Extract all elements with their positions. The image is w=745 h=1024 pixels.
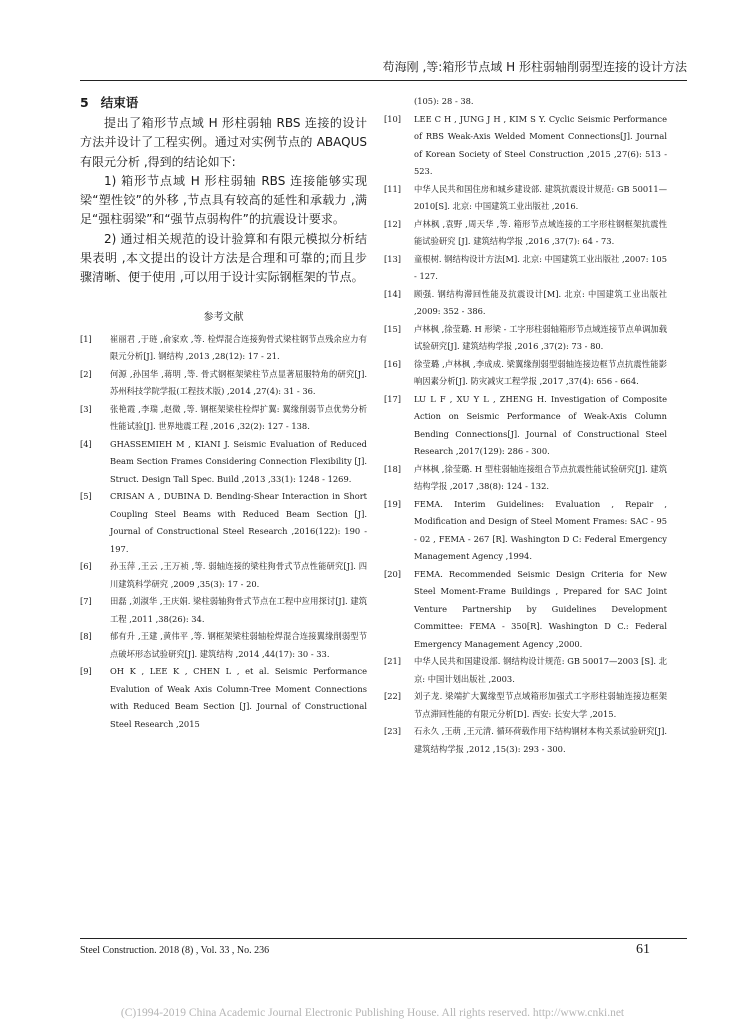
reference-text: 石永久 ,王萌 ,王元清. 循环荷载作用下结构钢材本构关系试验研究[J]. 建筑结构学报 ,2012 ,15(3): 293 - 300. <box>414 726 667 754</box>
left-column <box>80 93 367 733</box>
reference-item <box>384 251 667 286</box>
reference-item <box>384 653 667 688</box>
running-header: 苟海刚 ,等:箱形节点域 H 形柱弱轴削弱型连接的设计方法 <box>382 60 687 74</box>
reference-text: 童根树. 钢结构设计方法[M]. 北京: 中国建筑工业出版社 ,2007: 105 - 127. <box>414 253 667 281</box>
reference-item <box>80 366 367 401</box>
reference-item <box>384 286 667 321</box>
header-rule <box>80 80 687 81</box>
reference-item <box>80 401 367 436</box>
reference-item <box>80 331 367 366</box>
reference-number: [4] <box>80 438 92 449</box>
reference-text: 顾强. 钢结构滞回性能及抗震设计[M]. 北京: 中国建筑工业出版社 ,2009: 352 - 386. <box>414 288 667 316</box>
reference-item <box>80 436 367 489</box>
reference-text: 孙玉萍 ,王云 ,王万祯 ,等. 弱轴连接的梁柱狗骨式节点性能研究[J]. 四川建筑科学研究 ,2009 ,35(3): 17 - 20. <box>110 561 367 589</box>
reference-text: 卢林枫 ,徐莹璐. H 形梁 - 工字形柱弱轴箱形节点域连接节点单调加载试验研究[J]. 建筑结构学报 ,2016 ,37(2): 73 - 80. <box>414 323 667 351</box>
reference-number: [15] <box>384 323 402 334</box>
reference-item <box>384 321 667 356</box>
reference-number: [3] <box>80 403 92 414</box>
reference-number: [20] <box>384 568 402 579</box>
reference-number: [18] <box>384 463 402 474</box>
reference-text: 卢林枫 ,徐莹璐. H 型柱弱轴连接组合节点抗震性能试验研究[J]. 建筑结构学报 ,2017 ,38(8): 124 - 132. <box>414 463 667 491</box>
reference-item <box>384 181 667 216</box>
reference-item <box>384 461 667 496</box>
reference-number: [16] <box>384 358 402 369</box>
reference-text: GHASSEMIEH M , KIANI J. Seismic Evaluation of Reduced Beam Section Frames Considering Connection Flexibility [J]. Struct. Design Tall Spec. Build ,2013 ,33(1): 1248 - 1269. <box>110 438 367 484</box>
reference-text: 郁有升 ,王建 ,黄伟平 ,等. 钢框架梁柱弱轴栓焊混合连接翼缘削弱型节点破坏形态试验研究[J]. 建筑结构 ,2014 ,44(17): 30 - 33. <box>110 631 367 659</box>
footer-journal: Steel Construction. 2018 (8) , Vol. 33 , No. 236 <box>80 945 270 956</box>
reference-text: 卢林枫 ,袁野 ,周天华 ,等. 箱形节点域连接的工字形柱钢框架抗震性能试验研究 [J]. 建筑结构学报 ,2016 ,37(7): 64 - 73. <box>414 218 667 246</box>
reference-text: CRISAN A , DUBINA D. Bending-Shear Interaction in Short Coupling Steel Beams with Reduced Beam Section [J]. Journal of Constructional Steel Research ,2016(122): 190 - 197. <box>110 491 367 554</box>
reference-text: 田磊 ,刘淑华 ,王庆娟. 梁柱弱轴狗骨式节点在工程中应用探讨[J]. 建筑工程 ,2011 ,38(26): 34. <box>110 596 367 624</box>
reference-number: [1] <box>80 333 92 344</box>
reference-number: [22] <box>384 691 402 701</box>
reference-text: 刘子龙. 梁端扩大翼缘型节点域箱形加强式工字形柱弱轴连接边框架节点滞回性能的有限元分析[D]. 西安: 长安大学 ,2015. <box>414 691 667 719</box>
reference-item <box>80 593 367 628</box>
reference-item <box>80 663 367 733</box>
reference-number: [2] <box>80 368 92 379</box>
reference-number: [23] <box>384 726 402 736</box>
reference-item <box>384 216 667 251</box>
reference-item <box>384 688 667 723</box>
reference-number: [10] <box>384 113 402 124</box>
conclusion-paragraph-3: 2) 通过相关规范的设计验算和有限元模拟分析结果表明 ,本文提出的设计方法是合理和可靠的;而且步骤清晰、便于使用 ,可以用于设计实际钢框架的节点。 <box>80 231 367 285</box>
reference-text: OH K , LEE K , CHEN L , et al. Seismic Performance Evalution of Weak Axis Column-Tree Moment Connections with Reduced Beam Section [J]. Journal of Constructional Steel Research ,2015 <box>110 666 367 729</box>
reference-item <box>384 496 667 566</box>
footer-rule <box>80 938 687 939</box>
reference-number: [7] <box>80 596 92 607</box>
reference-item <box>80 628 367 663</box>
reference-number: [6] <box>80 561 92 572</box>
reference-number: [19] <box>384 498 402 509</box>
reference-item <box>80 558 367 593</box>
reference-number: [11] <box>384 183 402 194</box>
reference-number: [9] <box>80 666 92 677</box>
reference-text: 崔丽君 ,于琏 ,俞家欢 ,等. 栓焊混合连接狗骨式梁柱钢节点残余应力有限元分析[J]. 钢结构 ,2013 ,28(12): 17 - 21. <box>110 333 367 362</box>
reference-number: [13] <box>384 253 402 264</box>
section-title: 结束语 <box>100 95 139 110</box>
reference-text: FEMA. Interim Guidelines: Evaluation , Repair , Modification and Design of Steel Moment Frames: SAC - 95 - 02 , FEMA - 267 [R]. Washington D C: Federal Emergency Management Agency ,1994. <box>414 498 667 561</box>
reference-item <box>384 566 667 654</box>
reference-text: LEE C H , JUNG J H , KIM S Y. Cyclic Seismic Performance of RBS Weak-Axis Welded Moment Connections[J]. Journal of Korean Society of Steel Construction ,2015 ,27(6): 513 - 523. <box>414 113 667 176</box>
reference-text: FEMA. Recommended Seismic Design Criteria for New Steel Moment-Frame Buildings , Prepared for SAC Joint Venture Partnership by Guidelines Development Committee: FEMA - 350[R]. Washington D C.: Federal Emergency Management Agency ,2000. <box>414 568 667 649</box>
reference-number: [8] <box>80 631 92 642</box>
reference-text: LU L F , XU Y L , ZHENG H. Investigation of Composite Action on Seismic Performance of Weak-Axis Column Bending Connections[J]. Journal of Constructional Steel Research ,2017(129): 286 - 300. <box>414 393 667 456</box>
reference-item <box>384 356 667 391</box>
conclusion-paragraph-1: 提出了箱形节点域 H 形柱弱轴 RBS 连接的设计方法并设计了工程实例。通过对实例节点的 ABAQUS 有限元分析 ,得到的结论如下: <box>80 116 367 169</box>
reference-number: [5] <box>80 491 92 502</box>
reference-item <box>384 723 667 758</box>
reference-text: 中华人民共和国住房和城乡建设部. 建筑抗震设计规范: GB 50011—2010[S]. 北京: 中国建筑工业出版社 ,2016. <box>414 183 667 211</box>
reference-number: [17] <box>384 393 402 404</box>
reference-item <box>384 111 667 181</box>
reference-continuation: (105): 28 - 38. <box>414 96 474 106</box>
section-number: 5 <box>80 95 89 110</box>
right-column <box>384 93 667 758</box>
reference-text: 中华人民共和国建设部. 钢结构设计规范: GB 50017—2003 [S]. 北京: 中国计划出版社 ,2003. <box>414 656 667 684</box>
copyright-watermark: (C)1994-2019 China Academic Journal Electronic Publishing House. All rights reserved. http://www.cnki.net <box>120 1007 625 1019</box>
reference-number: [14] <box>384 288 402 299</box>
reference-text: 徐莹璐 ,卢林枫 ,李成成. 梁翼缘削弱型弱轴连接边框节点抗震性能影响因素分析[J]. 防灾减灾工程学报 ,2017 ,37(4): 656 - 664. <box>414 358 667 386</box>
references-title: 参考文献 <box>203 311 244 323</box>
page-number: 61 <box>636 942 650 957</box>
reference-text: 张艳霞 ,李瑞 ,赵微 ,等. 钢框架梁柱栓焊扩翼: 翼缘削弱节点优势分析性能试验[J]. 世界地震工程 ,2016 ,32(2): 127 - 138. <box>110 403 367 432</box>
reference-number: [21] <box>384 656 402 666</box>
reference-number: [12] <box>384 218 402 229</box>
reference-item <box>384 391 667 461</box>
reference-item <box>80 488 367 558</box>
section-heading <box>80 93 367 112</box>
conclusion-paragraph-2: 1) 箱形节点域 H 形柱弱轴 RBS 连接能够实现梁“塑性铰”的外移 ,节点具有较高的延性和承载力 ,满足“强柱弱梁”和“强节点弱构件”的抗震设计要求。 <box>80 173 367 227</box>
reference-text: 何源 ,孙国华 ,蒋明 ,等. 骨式钢框架梁柱节点显著屈服特角的研究[J]. 苏州科技学院学报(工程技术版) ,2014 ,27(4): 31 - 36. <box>110 368 367 397</box>
